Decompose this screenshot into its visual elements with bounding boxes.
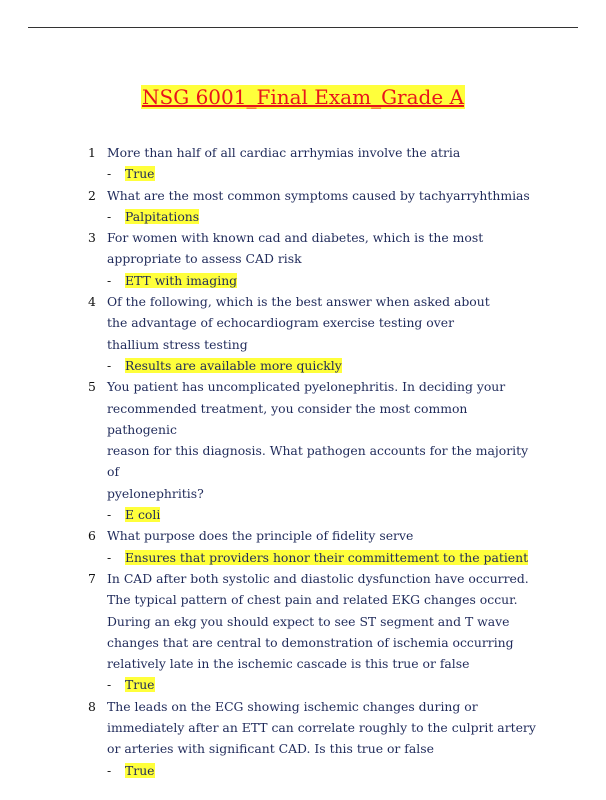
answer-highlight: Ensures that providers honor their committement to the patient (125, 549, 529, 565)
document-title-text: NSG 6001_Final Exam_Grade A (142, 85, 464, 109)
answer-2 (0, 206, 606, 227)
question-4 (0, 291, 606, 355)
answer-highlight: Results are available more quickly (125, 357, 342, 373)
question-text: What are the most common symptoms caused by tachyarryhthmias (107, 187, 530, 203)
answer-8 (0, 760, 606, 781)
question-text: In CAD after both systolic and diastolic dysfunction have occurred. The typical pattern of chest pain and related EKG changes occur. During an ekg you should expect to see ST segment and T wave changes that are central to demonstration of ischemia occurring relatively late in the ischemic cascade is this true or false (107, 570, 529, 672)
question-number: 7 (88, 570, 96, 586)
answer-1 (0, 163, 606, 184)
header-rule (28, 27, 578, 28)
answer-highlight: True (125, 762, 155, 778)
answer-highlight: E coli (125, 507, 161, 523)
question-5 (0, 376, 606, 504)
question-text: The leads on the ECG showing ischemic changes during or immediately after an ETT can correlate roughly to the culprit artery or arteries with significant CAD. Is this true or false (107, 698, 536, 757)
document-title (0, 84, 606, 110)
answer-bullet: - (107, 677, 112, 693)
question-1 (0, 142, 606, 163)
question-number: 1 (88, 145, 96, 160)
answer-text-wrap (125, 504, 160, 525)
answer-text-wrap (125, 547, 528, 568)
answer-4 (0, 355, 606, 376)
answer-bullet: - (107, 549, 112, 565)
answer-3 (0, 270, 606, 291)
question-8 (0, 696, 606, 760)
answer-7 (0, 674, 606, 695)
answer-text-wrap (125, 674, 155, 695)
answer-text-wrap (125, 206, 199, 227)
question-text: You patient has uncomplicated pyelonephritis. In deciding your recommended treatment, you consider the most common pathogenic reason for this diagnosis. What pathogen accounts for the majority of pyelonephritis? (107, 379, 529, 501)
answer-highlight: Palpitations (125, 208, 200, 224)
question-2 (0, 185, 606, 206)
question-text: Of the following, which is the best answer when asked about the advantage of echocardiogram exercise testing over thallium stress testing (107, 294, 490, 352)
answer-bullet: - (107, 272, 112, 288)
question-text: What purpose does the principle of fidelity serve (107, 528, 414, 544)
answer-text-wrap (125, 270, 237, 291)
question-number: 3 (88, 230, 96, 246)
question-number: 8 (88, 698, 96, 714)
question-list (0, 142, 606, 781)
answer-bullet: - (107, 507, 112, 523)
question-6 (0, 525, 606, 546)
answer-text-wrap (125, 760, 155, 781)
answer-bullet: - (107, 357, 112, 373)
answer-5 (0, 504, 606, 525)
question-text: More than half of all cardiac arrhymias involve the atria (107, 145, 461, 160)
answer-bullet: - (107, 166, 112, 182)
answer-highlight: True (125, 677, 155, 693)
question-3 (0, 227, 606, 270)
answer-6 (0, 547, 606, 568)
question-number: 2 (88, 187, 96, 203)
answer-highlight: ETT with imaging (125, 272, 238, 288)
answer-text-wrap (125, 163, 155, 184)
question-7 (0, 568, 606, 674)
question-number: 6 (88, 528, 96, 544)
answer-highlight: True (125, 166, 155, 182)
answer-bullet: - (107, 208, 112, 224)
answer-text-wrap (125, 355, 342, 376)
question-number: 4 (88, 294, 96, 310)
answer-bullet: - (107, 762, 112, 778)
question-text: For women with known cad and diabetes, which is the most appropriate to assess CAD risk (107, 230, 484, 267)
question-number: 5 (88, 379, 96, 395)
